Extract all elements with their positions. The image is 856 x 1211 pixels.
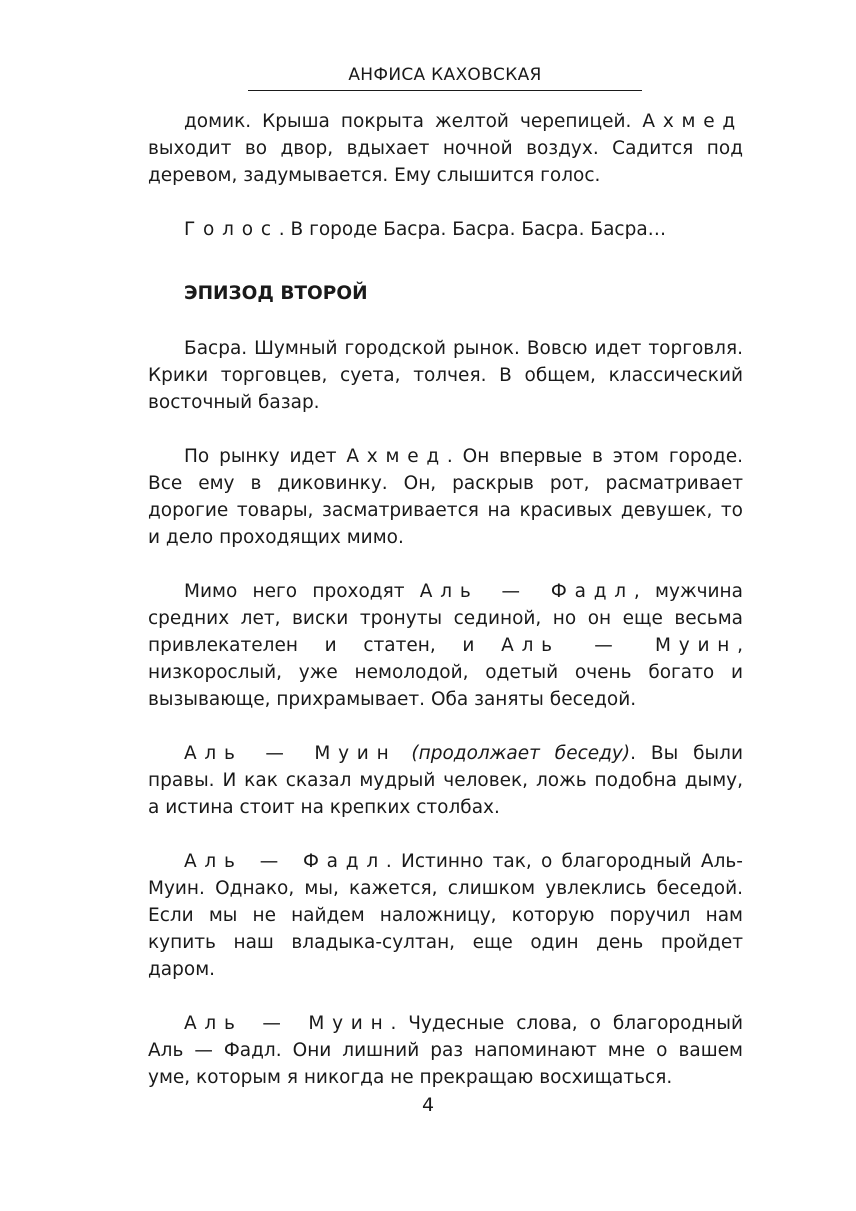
text-span: домик. Крыша покрыта желтой черепицей. — [184, 111, 643, 132]
speaker-name: Аль — Фадл — [419, 581, 634, 602]
speaker-name: Аль — Муин — [184, 743, 397, 764]
page-number: 4 — [421, 1094, 435, 1116]
text-span: . Чудесные слова, о благородный Аль — Фадл. Они лишний раз напоминают мне о вашем уме, которым я никогда не прекращаю восхищаться. — [148, 1013, 744, 1088]
header-rule — [248, 90, 642, 91]
paragraph-6 — [148, 740, 743, 821]
speaker-name: Аль — Муин — [184, 1013, 391, 1034]
paragraph-5 — [148, 578, 743, 713]
speaker-name: Голос — [184, 219, 279, 240]
text-span: выходит во двор, вдыхает ночной воздух. Садится под деревом, задумывается. Ему слышится голос. — [148, 138, 743, 186]
text-span: По рынку идет — [184, 446, 347, 467]
stage-direction: (продолжает беседу) — [411, 743, 631, 764]
text-span: , мужчина средних лет, виски тронуты сединой, но он еще весьма привлекателен и статен, и — [148, 581, 743, 656]
speaker-name: Ахмед — [642, 111, 743, 132]
speaker-name: Аль — Фадл — [184, 851, 386, 872]
text-span: . Истинно так, о благородный Аль-Муин. Однако, мы, кажется, слишком увлеклись беседой. Если мы не найдем наложницу, которую поручил нам купить наш владыка-султан, еще один день пройдет даром. — [148, 851, 743, 980]
text-span: . Вы были правы. И как сказал мудрый человек, ложь подобна дыму, а истина стоит на крепких столбах. — [148, 743, 744, 818]
speaker-name: Ахмед — [346, 446, 447, 467]
text-span: Басра. Шумный городской рынок. Вовсю идет торговля. Крики торговцев, суета, толчея. В общем, классический восточный базар. — [148, 338, 743, 413]
text-span: , низкорослый, уже немолодой, одетый очень богато и вызывающе, прихрамывает. Оба заняты беседой. — [148, 635, 744, 710]
paragraph-2 — [148, 216, 743, 243]
text-span: Мимо него проходят — [184, 581, 420, 602]
page-body — [148, 108, 743, 1118]
episode-heading: ЭПИЗОД ВТОРОЙ — [184, 283, 368, 304]
running-header-author: АНФИСА КАХОВСКАЯ — [348, 65, 542, 85]
paragraph-3 — [148, 335, 743, 416]
text-span: . Он впервые в этом городе. Все ему в диковинку. Он, раскрыв рот, расматривает дорогие товары, засматривается на красивых девушек, то и дело проходящих мимо. — [148, 446, 743, 548]
text-span: . В городе Басра. Басра. Басра. Басра… — [278, 219, 667, 240]
paragraph-1 — [148, 108, 743, 189]
paragraph-4 — [148, 443, 743, 551]
speaker-name: Аль — Муин — [501, 635, 738, 656]
paragraph-8 — [148, 1010, 743, 1091]
paragraph-7 — [148, 848, 743, 983]
